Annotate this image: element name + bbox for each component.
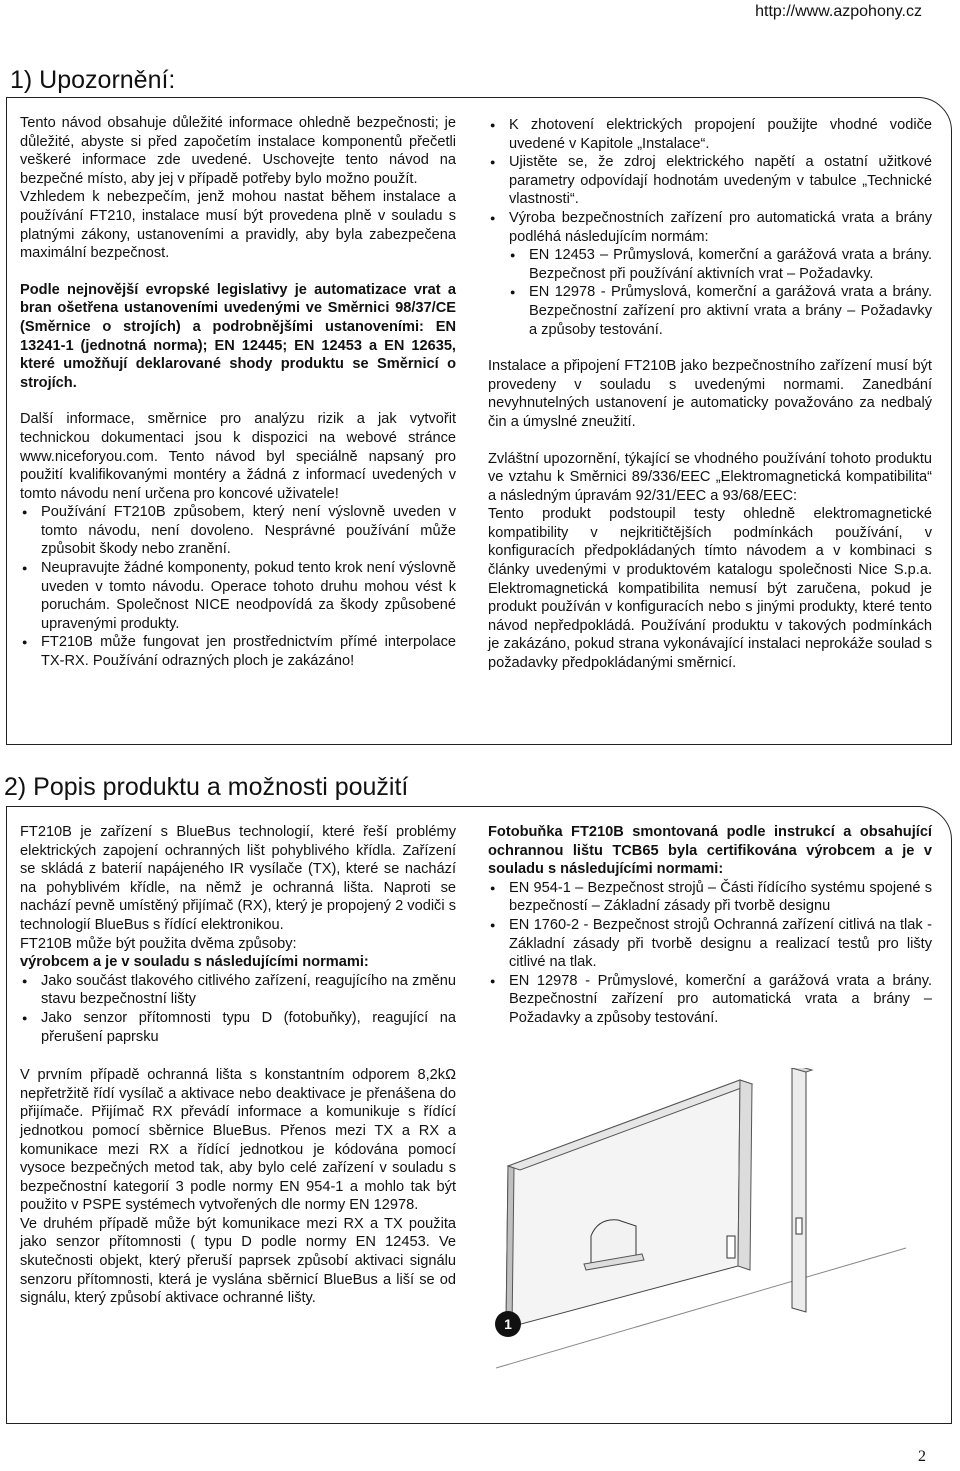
list-item: ● EN 12978 - Průmyslové, komerční a garážová vrata a brány. Bezpečnostní zařízení pro automatická vrata a brány – Požadavky a způsoby testování. bbox=[488, 972, 932, 1028]
s2-paragraph-description: FT210B je zařízení s BlueBus technologií, které řeší problémy elektrických zapojení ochranných lišt pohyblivého křídla. Zařízení se skládá z baterií napájeného IR vysílače (TX), které se nachází na pohyblivém křídle, na němž je ochranná lišta. Naproti se nachází pevně umístěný přijímač (RX), který je propojený 2 vodiči s technologií BlueBus s řídící elektronikou. bbox=[20, 824, 456, 933]
safety-edge bbox=[506, 1166, 514, 1330]
gate-leaf bbox=[506, 1080, 740, 1328]
figure-number-label: 1 bbox=[504, 1316, 512, 1332]
header-url[interactable]: http://www.azpohony.cz bbox=[755, 3, 922, 20]
list-item: ● Používání FT210B způsobem, který není výslovně uveden v tomto návodu, není dovoleno. Nesprávné používání může způsobit škody nebo zranění. bbox=[20, 503, 456, 559]
s2-paragraph-certification: Fotobuňka FT210B smontovaná podle instrukcí a obsahující ochrannou lištu TCB65 byla certifikována výrobcem a je v souladu s následujícími normami: bbox=[488, 824, 932, 878]
gate-leaf-side bbox=[738, 1080, 752, 1270]
section-2-left-column bbox=[20, 823, 456, 1308]
s1-paragraph-emc-note: Zvláštní upozornění, týkající se vhodného používání tohoto produktu ve vztahu k Směrnici 89/336/EEC „Elektromagnetická kompatibilita“ a následným úpravám 92/31/EEC a 93/68/EEC: bbox=[488, 450, 932, 504]
list-item: ● Jako součást tlakového citlivého zařízení, reagujícího na změnu stavu bezpečnostní lišty bbox=[20, 972, 456, 1009]
list-item: ● Jako senzor přítomnosti typu D (fotobuňky), reagující na přerušení paprsku bbox=[20, 1009, 456, 1046]
s1-paragraph-intro: Tento návod obsahuje důležité informace ohledně bezpečnosti; je důležité, abyste si před započetím instalace komponentů přečetli veškeré informace zde uvedené. Uschovejte tento návod na bezpečné místo, aby jej v případě potřeby bylo možno použít. bbox=[20, 115, 456, 187]
page-number: 2 bbox=[918, 1448, 926, 1465]
gate-post bbox=[792, 1068, 806, 1312]
s2-right-bullet-list bbox=[488, 879, 932, 1028]
s2-paragraph-usage: FT210B může být použita dvěma způsoby: bbox=[20, 935, 297, 952]
section-1-right-column bbox=[488, 116, 932, 673]
s1-paragraph-installation: Instalace a připojení FT210B jako bezpečnostního zařízení musí být provedeny v souladu s uvedenými normami. Zanedbání nevyhnutelných ustanovení je automaticky považováno za nedbalý čin a úmyslné zneužití. bbox=[488, 358, 932, 430]
s2-paragraph-first-case: V prvním případě ochranná lišta s konstantním odporem 8,2kΩ nepřetržitě řídí vysílač a aktivace nebo deaktivace je přenášena do přijímače. Přijímač RX převádí informace a komunikuje s řídící jednotkou pomocí sběrnice BlueBus. Přenos mezi TX a RX a komunikace mezi RX a řídící jednotkou je kódována pomocí vysoce bezpečných metod tak, aby bylo celé zařízení v souladu s bezpečnostní kategorií 3 podle normy EN 954-1 a mohlo tak být použito v PSPE systémech vytvořených dle normy EN 12978. bbox=[20, 1067, 456, 1214]
s1-left-bullet-list bbox=[20, 503, 456, 670]
s1-right-bullet-list bbox=[488, 116, 932, 339]
list-item: ● Ujistěte se, že zdroj elektrického napětí a ostatní užitkové parametry odpovídají hodnotám uvedeným v tabulce „Technické vlastnosti“. bbox=[488, 153, 932, 209]
gate-illustration bbox=[466, 1068, 944, 1388]
list-item: ● EN 12453 – Průmyslová, komerční a garážová vrata a brány. Bezpečnost při používání aktivních vrat – Požadavky. bbox=[488, 246, 932, 283]
list-item: ● K zhotovení elektrických propojení použijte vhodné vodiče uvedené v Kapitole „Instalace“. bbox=[488, 116, 932, 153]
section-1-left-column bbox=[20, 114, 456, 671]
s1-paragraph-emc: Tento produkt podstoupil testy ohledně elektromagnetické kompatibility v nejkritičtějších podmínkách používání, v konfiguracích předpokládaných tímto návodem a v kombinaci s články uvedenými v produktovém katalogu společnosti Nice S.p.a. Elektromagnetická kompatibilita nemusí být zaručena, pokud je produkt používán v konfiguracích nebo s jinými produkty, které tento návod nepředpokládá. Používání produktu v takových podmínkách je zakázáno, pokud strana vykonávající instalaci neprokáže soulad s požadavky předpokládanými směrnicí. bbox=[488, 506, 932, 672]
s1-paragraph-info: Další informace, směrnice pro analýzu rizik a jak vytvořit technickou dokumentaci jsou k dispozici na webové stránce www.niceforyou.com. Tento návod byl speciálně napsaný pro použití kvalifikovanými montéry a žádná z informací uvedených v tomto návodu není určena pro koncové uživatele! bbox=[20, 411, 456, 502]
s2-paragraph-norms: výrobcem a je v souladu s následujícími normami: bbox=[20, 954, 369, 971]
list-item: ● EN 954-1 – Bezpečnost strojů – Části řídícího systému spojené s bezpečností – Základní zásady při tvorbě designu bbox=[488, 879, 932, 916]
s2-left-bullet-list bbox=[20, 972, 456, 1046]
tx-device bbox=[727, 1236, 735, 1258]
section-1-heading: 1) Upozornění: bbox=[10, 66, 176, 94]
rx-device bbox=[796, 1218, 802, 1234]
section-2-right-column bbox=[488, 823, 932, 1028]
s1-paragraph-hazard: Vzhledem k nebezpečím, jenž mohou nastat během instalace a používání FT210, instalace musí být provedena plně v souladu s platnými zákony, ustanoveními a pravidly, aby byla zabezpečena maximální bezpečnost. bbox=[20, 189, 456, 262]
s1-paragraph-legislation: Podle nejnovější evropské legislativy je automatizace vrat a bran ošetřena ustanoveními uvedenými ve Směrnici 98/37/CE (Směrnice o strojích) a podrobnějšími ustanoveními: EN 13241-1 (jednotná norma); EN 12445; EN 12453 a EN 12635, které umožňují deklarované shody produktu se Směrnicí o strojích. bbox=[20, 281, 456, 391]
list-item: ● Výroba bezpečnostních zařízení pro automatická vrata a brány podléhá následujícím normám: bbox=[488, 209, 932, 246]
list-item: ● FT210B může fungovat jen prostřednictvím přímé interpolace TX-RX. Používání odrazných ploch je zakázáno! bbox=[20, 633, 456, 670]
list-item: ● EN 12978 - Průmyslová, komerční a garážová vrata a brány. Bezpečnostní zařízení pro aktivní vrata a brány – Požadavky a způsoby testování. bbox=[488, 283, 932, 339]
list-item: ● Neupravujte žádné komponenty, pokud tento krok není výslovně uveden v tomto návodu. Operace tohoto druhu mohou vést k poruchám. Společnost NICE neodpovídá za škody způsobené upravenými produkty. bbox=[20, 559, 456, 633]
s2-paragraph-second-case: Ve druhém případě může být komunikace mezi RX a TX použita jako senzor přítomnosti ( typu D podle normy EN 12453. Ve skutečnosti objekt, který přeruší paprsek způsobí aktivaci signálu senzoru přítomnosti, která je vyslána sběrnicí BlueBus a liší se od signálu, který způsobí aktivace ochranné lišty. bbox=[20, 1215, 456, 1307]
list-item: ● EN 1760-2 - Bezpečnost strojů Ochranná zařízení citlivá na tlak - Základní zásady při tvorbě designu a realizací testů pro lišty citlivé na tlak. bbox=[488, 916, 932, 972]
section-2-heading: 2) Popis produktu a možnosti použití bbox=[4, 773, 409, 801]
